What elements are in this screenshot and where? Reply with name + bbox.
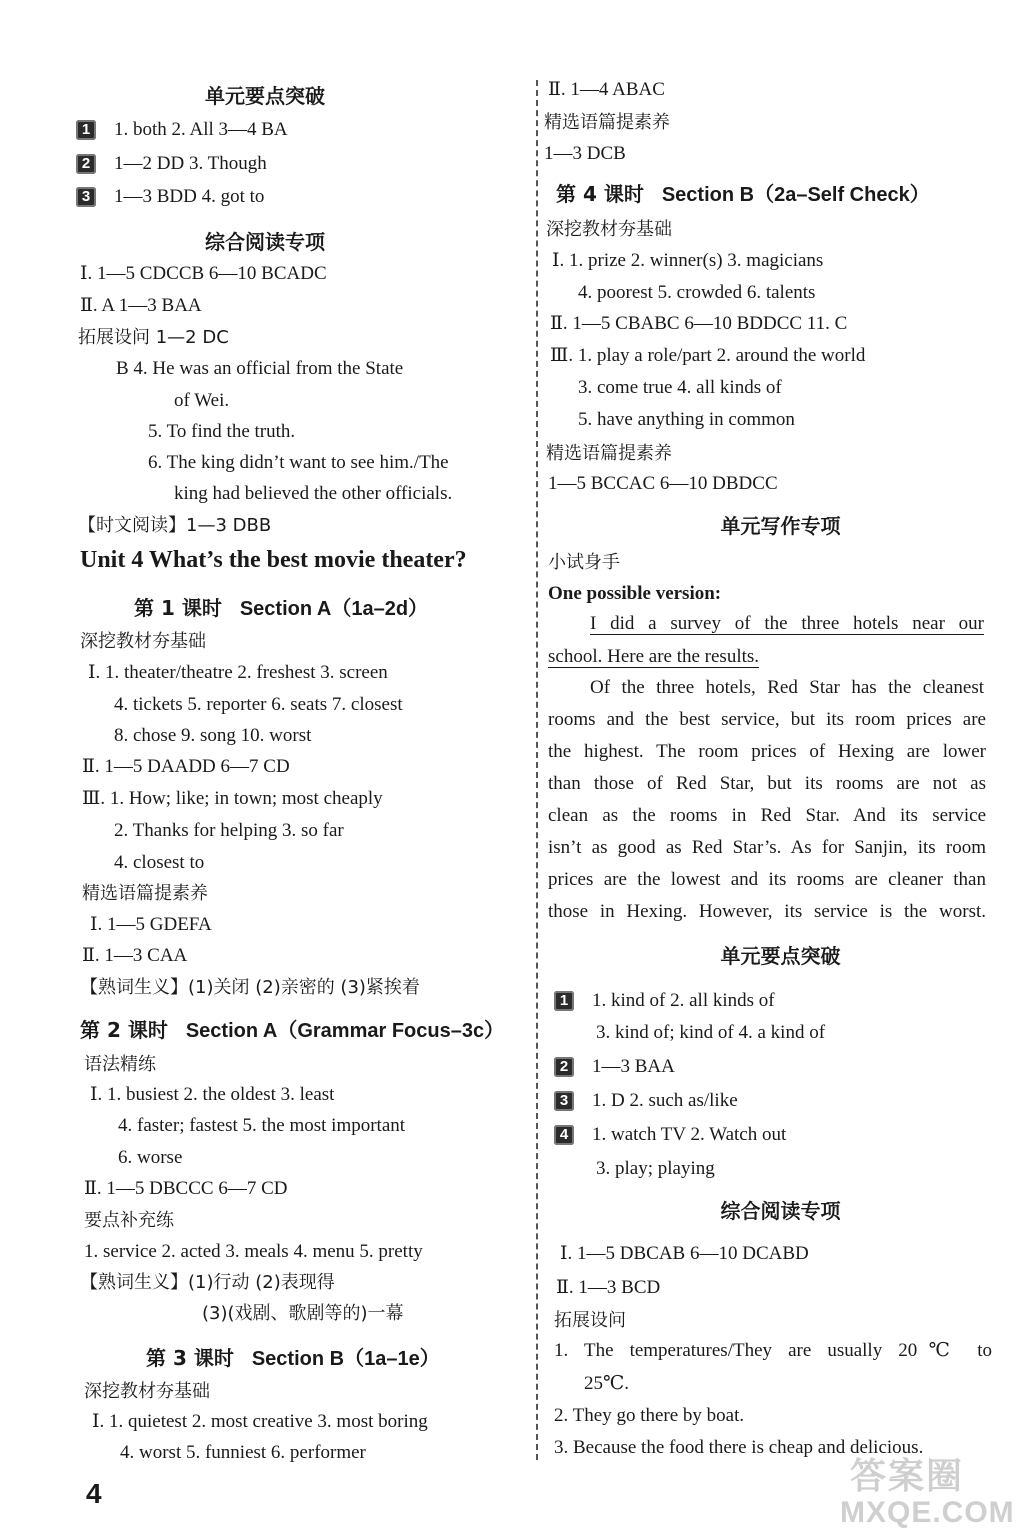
reading-answer-line: 【时文阅读】1—3 DBB bbox=[78, 515, 272, 536]
answer-line: Ⅰ. 1. busiest 2. the oldest 3. least bbox=[90, 1084, 335, 1105]
answer-line: Ⅱ. 1—5 CBABC 6—10 BDDCC 11. C bbox=[550, 313, 848, 334]
subsection-label: 语法精练 bbox=[84, 1054, 156, 1075]
number-badge-3: 3 bbox=[76, 187, 96, 207]
subsection-label: 精选语篇提素养 bbox=[82, 883, 208, 904]
essay-line: the highest. The room prices of Hexing are lower bbox=[548, 741, 986, 762]
number-badge-2: 2 bbox=[554, 1057, 574, 1077]
keypoint-line-4b: 3. play; playing bbox=[596, 1158, 715, 1179]
answer-line: 4. closest to bbox=[114, 852, 205, 873]
answer-line: Ⅰ. 1. theater/theatre 2. freshest 3. screen bbox=[88, 662, 388, 683]
reading-answer-line: B 4. He was an official from the State bbox=[116, 358, 404, 379]
answer-line: 4. worst 5. funniest 6. performer bbox=[120, 1442, 366, 1463]
keypoint-line-2: 2 1—2 DD 3. Though bbox=[76, 150, 267, 178]
answer-line: Ⅱ. 1—3 CAA bbox=[82, 945, 188, 966]
column-divider bbox=[536, 80, 538, 1460]
section-title-writing: 单元写作专项 bbox=[720, 514, 841, 538]
answer-line: Ⅰ. 1—5 DBCAB 6—10 DCABD bbox=[560, 1243, 809, 1264]
answer-line: Ⅲ. 1. How; like; in town; most cheaply bbox=[82, 788, 383, 809]
answer-line: Ⅱ. 1—4 ABAC bbox=[548, 79, 665, 100]
number-badge-2: 2 bbox=[76, 154, 96, 174]
essay-line: those in Hexing. However, its service is the worst. bbox=[548, 901, 986, 922]
keypoint-line-1: 1 1. kind of 2. all kinds of bbox=[554, 987, 775, 1015]
subsection-label: 精选语篇提素养 bbox=[544, 112, 670, 133]
answer-line: 6. worse bbox=[118, 1147, 183, 1168]
number-badge-4: 4 bbox=[554, 1125, 574, 1145]
keypoint-line-1b: 3. kind of; kind of 4. a kind of bbox=[596, 1022, 826, 1043]
answer-line: 1. service 2. acted 3. meals 4. menu 5. pretty bbox=[84, 1241, 423, 1262]
subsection-label: 拓展设问 bbox=[554, 1310, 626, 1331]
answer-line: 5. have anything in common bbox=[578, 409, 795, 430]
watermark-logo: 答案圈 MXQE.COM bbox=[840, 1455, 1015, 1529]
number-badge-1: 1 bbox=[76, 120, 96, 140]
answer-line: 4. faster; fastest 5. the most important bbox=[118, 1115, 406, 1136]
answer-line: 8. chose 9. song 10. worst bbox=[114, 725, 312, 746]
reading-answer-line: Ⅱ. A 1—3 BAA bbox=[80, 295, 202, 316]
keypoint-line-2: 2 1—3 BAA bbox=[554, 1053, 675, 1081]
answer-line: Ⅱ. 1—5 DBCCC 6—7 CD bbox=[84, 1178, 288, 1199]
answer-line: 3. Because the food there is cheap and delicious. bbox=[554, 1437, 924, 1458]
lesson-heading-3: 第 3 课时 Section B（1a–1e） bbox=[146, 1346, 440, 1370]
essay-line: than those of Red Star, but its rooms are not as bbox=[548, 773, 986, 794]
answer-line: 【熟词生义】(1)行动 (2)表现得 bbox=[80, 1272, 335, 1293]
reading-answer-line: 拓展设问 1—2 DC bbox=[78, 327, 229, 348]
answer-line: (3)(戏剧、歌剧等的)一幕 bbox=[202, 1303, 404, 1324]
essay-line: I did a survey of the three hotels near our bbox=[590, 613, 984, 634]
answer-line: Ⅱ. 1—3 BCD bbox=[556, 1277, 661, 1298]
answer-line: 1—3 DCB bbox=[544, 143, 626, 164]
answer-line: Ⅲ. 1. play a role/part 2. around the world bbox=[550, 345, 866, 366]
subsection-label: 深挖教材夯基础 bbox=[546, 219, 672, 240]
answer-line: 1. The temperatures/They are usually 20℃ to bbox=[554, 1340, 992, 1361]
lesson-heading-2: 第 2 课时 Section A（Grammar Focus–3c） bbox=[80, 1018, 505, 1042]
answer-line: 2. Thanks for helping 3. so far bbox=[114, 820, 344, 841]
section-title-unit-keypoints: 单元要点突破 bbox=[205, 84, 325, 108]
answer-line: 【熟词生义】(1)关闭 (2)亲密的 (3)紧挨着 bbox=[80, 977, 420, 998]
keypoint-line-1: 1 1. both 2. All 3—4 BA bbox=[76, 116, 288, 144]
subsection-label: 精选语篇提素养 bbox=[546, 443, 672, 464]
section-title-reading: 综合阅读专项 bbox=[205, 230, 325, 254]
number-badge-3: 3 bbox=[554, 1091, 574, 1111]
keypoint-line-3: 3 1—3 BDD 4. got to bbox=[76, 183, 264, 211]
unit-title: Unit 4 What’s the best movie theater? bbox=[80, 547, 467, 573]
essay-line: clean as the rooms in Red Star. And its service bbox=[548, 805, 986, 826]
answer-line: Ⅰ. 1—5 GDEFA bbox=[90, 914, 212, 935]
essay-line: isn’t as good as Red Star’s. As for Sanjin, its room bbox=[548, 837, 986, 858]
subsection-label: 小试身手 bbox=[548, 552, 620, 573]
answer-line: Ⅱ. 1—5 DAADD 6—7 CD bbox=[82, 756, 290, 777]
subsection-label: 深挖教材夯基础 bbox=[84, 1381, 210, 1402]
essay-line: school. Here are the results. bbox=[548, 646, 760, 667]
lesson-heading-4: 第 4 课时 Section B（2a–Self Check） bbox=[556, 182, 930, 206]
subsection-label: 深挖教材夯基础 bbox=[80, 631, 206, 652]
answer-line: 2. They go there by boat. bbox=[554, 1405, 745, 1426]
answer-line: Ⅰ. 1. quietest 2. most creative 3. most boring bbox=[92, 1411, 428, 1432]
sample-version-label: One possible version: bbox=[548, 583, 722, 604]
essay-line: Of the three hotels, Red Star has the cleanest bbox=[590, 677, 984, 698]
essay-line: rooms and the best service, but its room prices are bbox=[548, 709, 986, 730]
reading-answer-line: 5. To find the truth. bbox=[148, 421, 296, 442]
section-title-unit-keypoints-2: 单元要点突破 bbox=[720, 944, 841, 968]
lesson-heading-1: 第 1 课时 Section A（1a–2d） bbox=[134, 596, 429, 620]
number-badge-1: 1 bbox=[554, 991, 574, 1011]
reading-answer-line: of Wei. bbox=[174, 390, 230, 411]
essay-line: prices are the lowest and its rooms are cleaner than bbox=[548, 869, 986, 890]
answer-line: 4. tickets 5. reporter 6. seats 7. closest bbox=[114, 694, 403, 715]
reading-answer-line: Ⅰ. 1—5 CDCCB 6—10 BCADC bbox=[80, 263, 327, 284]
answer-line: 25℃. bbox=[584, 1373, 630, 1394]
subsection-label: 要点补充练 bbox=[84, 1210, 174, 1231]
answer-line: 1—5 BCCAC 6—10 DBDCC bbox=[548, 473, 778, 494]
page-number: 4 bbox=[86, 1478, 102, 1509]
keypoint-line-4: 4 1. watch TV 2. Watch out bbox=[554, 1121, 786, 1149]
answer-line: 4. poorest 5. crowded 6. talents bbox=[578, 282, 816, 303]
section-title-reading-2: 综合阅读专项 bbox=[720, 1199, 841, 1223]
answer-line: Ⅰ. 1. prize 2. winner(s) 3. magicians bbox=[552, 250, 824, 271]
keypoint-line-3: 3 1. D 2. such as/like bbox=[554, 1087, 738, 1115]
answer-line: 3. come true 4. all kinds of bbox=[578, 377, 782, 398]
reading-answer-line: king had believed the other officials. bbox=[174, 483, 453, 504]
reading-answer-line: 6. The king didn’t want to see him./The bbox=[148, 452, 449, 473]
